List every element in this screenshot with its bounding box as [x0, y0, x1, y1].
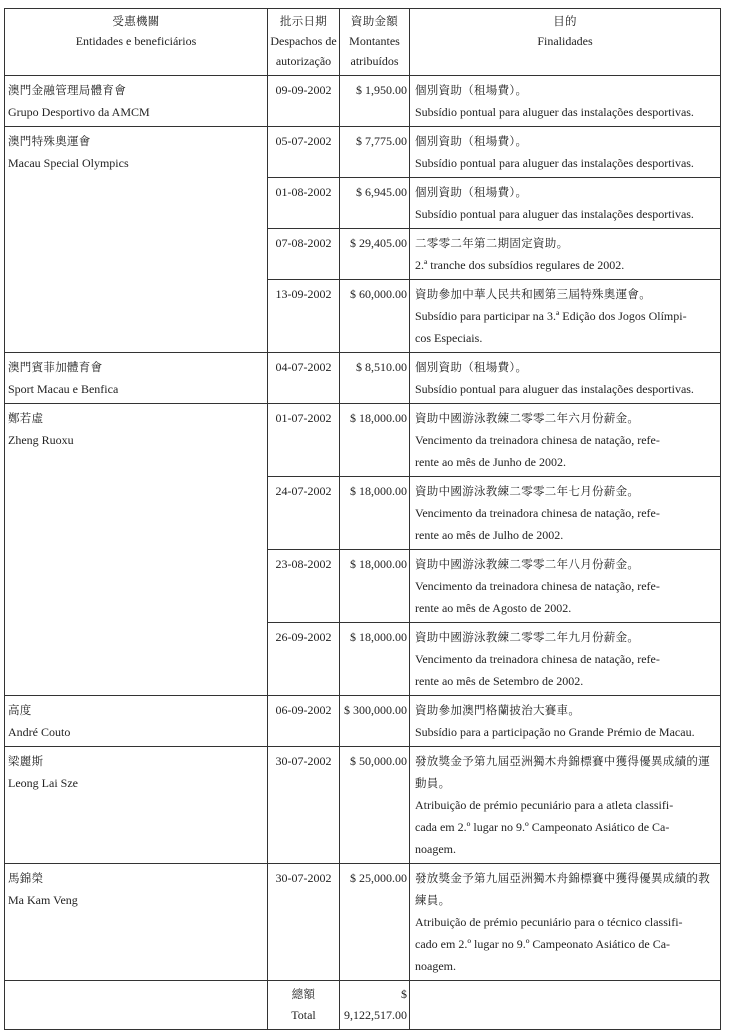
purpose-zh: 發放獎金予第九屆亞洲獨木舟錦標賽中獲得優異成績的教練員。 — [415, 871, 710, 907]
purpose-pt-line: Subsídio pontual para aluguer das instalações desportivas. — [415, 105, 694, 119]
entity-name-zh: 澳門特殊奧運會 — [8, 134, 91, 148]
table-row — [5, 864, 721, 981]
table-row — [5, 404, 721, 477]
total-empty-cell — [5, 981, 268, 1030]
amount-value: $ 18,000.00 — [340, 477, 410, 550]
purpose-pt-line: Vencimento da treinadora chinesa de natação, refe- — [415, 433, 660, 447]
entity-cell — [5, 404, 268, 477]
table-row — [5, 229, 721, 280]
purpose-pt-line: Subsídio pontual para aluguer das instalações desportivas. — [415, 382, 694, 396]
purpose-cell — [410, 229, 721, 280]
purpose-pt-line: Atribuição de prémio pecuniário para o técnico classifi- — [415, 915, 683, 929]
dispatch-date: 05-07-2002 — [268, 127, 340, 178]
amount-value: $ 18,000.00 — [340, 404, 410, 477]
entity-name-zh: 馬錦榮 — [8, 871, 44, 885]
table-row — [5, 353, 721, 404]
table-row — [5, 696, 721, 747]
table-row — [5, 550, 721, 623]
purpose-cell — [410, 696, 721, 747]
entity-cell — [5, 127, 268, 178]
purpose-zh: 資助中國游泳教練二零零二年六月份薪金。 — [415, 411, 640, 425]
amount-value: $ 1,950.00 — [340, 76, 410, 127]
entity-name-zh: 高度 — [8, 703, 32, 717]
entity-name-pt: Macau Special Olympics — [8, 156, 129, 170]
header-entity: 受惠機關 Entidades e beneficiários — [5, 9, 268, 76]
dispatch-date: 06-09-2002 — [268, 696, 340, 747]
entity-cell — [5, 623, 268, 696]
purpose-zh: 資助中國游泳教練二零零二年九月份薪金。 — [415, 630, 640, 644]
header-purpose: 目的 Finalidades — [410, 9, 721, 76]
entity-cell — [5, 864, 268, 981]
entity-name-zh: 梁麗斯 — [8, 754, 44, 768]
purpose-zh: 個別資助（租場費）。 — [415, 185, 528, 199]
entity-name-pt: André Couto — [8, 725, 71, 739]
purpose-pt-line: Subsídio para participar na 3.ª Edição dos Jogos Olímpi- — [415, 309, 687, 323]
entity-cell — [5, 477, 268, 550]
purpose-pt-line: rente ao mês de Agosto de 2002. — [415, 601, 572, 615]
entity-cell — [5, 229, 268, 280]
purpose-zh: 發放獎金予第九屆亞洲獨木舟錦標賽中獲得優異成績的運動員。 — [415, 754, 710, 790]
entity-name-pt: Ma Kam Veng — [8, 893, 78, 907]
entity-name-pt: Zheng Ruoxu — [8, 433, 74, 447]
entity-name-pt: Sport Macau e Benfica — [8, 382, 119, 396]
purpose-zh: 二零零二年第二期固定資助。 — [415, 236, 569, 250]
header-date: 批示日期 Despachos de autorização — [268, 9, 340, 76]
amount-value: $ 8,510.00 — [340, 353, 410, 404]
purpose-cell — [410, 76, 721, 127]
purpose-pt-line: Vencimento da treinadora chinesa de natação, refe- — [415, 506, 660, 520]
amount-value: $ 6,945.00 — [340, 178, 410, 229]
purpose-cell — [410, 404, 721, 477]
amount-value: $ 29,405.00 — [340, 229, 410, 280]
dispatch-date: 30-07-2002 — [268, 747, 340, 864]
table-row — [5, 623, 721, 696]
total-row — [5, 981, 721, 1030]
purpose-zh: 資助參加中華人民共和國第三屆特殊奧運會。 — [415, 287, 651, 301]
amount-value: $ 50,000.00 — [340, 747, 410, 864]
entity-name-zh: 澳門金融管理局體育會 — [8, 83, 126, 97]
dispatch-date: 01-07-2002 — [268, 404, 340, 477]
dispatch-date: 13-09-2002 — [268, 280, 340, 353]
entity-cell — [5, 76, 268, 127]
purpose-cell — [410, 550, 721, 623]
purpose-pt-line: rente ao mês de Setembro de 2002. — [415, 674, 584, 688]
purpose-cell — [410, 178, 721, 229]
amount-value: $ 7,775.00 — [340, 127, 410, 178]
purpose-pt-line: rente ao mês de Julho de 2002. — [415, 528, 564, 542]
entity-cell — [5, 550, 268, 623]
subsidy-table — [4, 8, 721, 1030]
entity-name-pt: Grupo Desportivo da AMCM — [8, 105, 150, 119]
entity-cell — [5, 178, 268, 229]
entity-name-zh: 鄭若虛 — [8, 411, 44, 425]
dispatch-date: 07-08-2002 — [268, 229, 340, 280]
entity-cell — [5, 696, 268, 747]
purpose-pt-line: Atribuição de prémio pecuniário para a atleta classifi- — [415, 798, 674, 812]
purpose-cell — [410, 280, 721, 353]
table-row — [5, 127, 721, 178]
dispatch-date: 23-08-2002 — [268, 550, 340, 623]
amount-value: $ 60,000.00 — [340, 280, 410, 353]
table-row — [5, 76, 721, 127]
purpose-pt-line: cado em 2.º lugar no 9.º Campeonato Asiático de Ca- — [415, 937, 671, 951]
purpose-zh: 資助中國游泳教練二零零二年八月份薪金。 — [415, 557, 640, 571]
purpose-pt-line: Subsídio pontual para aluguer das instalações desportivas. — [415, 207, 694, 221]
subsidy-document — [4, 8, 720, 1030]
amount-value: $ 300,000.00 — [340, 696, 410, 747]
total-amount: $ 9,122,517.00 — [340, 981, 410, 1030]
purpose-pt-line: noagem. — [415, 842, 456, 856]
dispatch-date: 26-09-2002 — [268, 623, 340, 696]
dispatch-date: 30-07-2002 — [268, 864, 340, 981]
entity-name-zh: 澳門賓菲加體育會 — [8, 360, 103, 374]
dispatch-date: 24-07-2002 — [268, 477, 340, 550]
purpose-pt-line: Subsídio para a participação no Grande Prémio de Macau. — [415, 725, 695, 739]
dispatch-date: 04-07-2002 — [268, 353, 340, 404]
amount-value: $ 25,000.00 — [340, 864, 410, 981]
purpose-pt-line: cada em 2.º lugar no 9.º Campeonato Asiático de Ca- — [415, 820, 670, 834]
entity-name-pt: Leong Lai Sze — [8, 776, 78, 790]
table-body — [5, 76, 721, 981]
header-row — [5, 9, 721, 76]
dispatch-date: 01-08-2002 — [268, 178, 340, 229]
purpose-pt-line: Vencimento da treinadora chinesa de natação, refe- — [415, 652, 660, 666]
total-label: 總額 Total — [268, 981, 340, 1030]
purpose-zh: 資助中國游泳教練二零零二年七月份薪金。 — [415, 484, 640, 498]
purpose-zh: 個別資助（租場費）。 — [415, 134, 528, 148]
purpose-pt-line: rente ao mês de Junho de 2002. — [415, 455, 566, 469]
purpose-cell — [410, 864, 721, 981]
purpose-pt-line: Vencimento da treinadora chinesa de natação, refe- — [415, 579, 660, 593]
table-row — [5, 747, 721, 864]
amount-value: $ 18,000.00 — [340, 623, 410, 696]
purpose-zh: 個別資助（租場費）。 — [415, 83, 528, 97]
purpose-cell — [410, 747, 721, 864]
entity-cell — [5, 747, 268, 864]
purpose-cell — [410, 623, 721, 696]
purpose-pt-line: cos Especiais. — [415, 331, 483, 345]
dispatch-date: 09-09-2002 — [268, 76, 340, 127]
entity-cell — [5, 280, 268, 353]
purpose-pt-line: 2.ª tranche dos subsídios regulares de 2002. — [415, 258, 625, 272]
table-row — [5, 280, 721, 353]
amount-value: $ 18,000.00 — [340, 550, 410, 623]
header-amount: 資助金額 Montantes atribuídos — [340, 9, 410, 76]
purpose-cell — [410, 353, 721, 404]
purpose-pt-line: Subsídio pontual para aluguer das instalações desportivas. — [415, 156, 694, 170]
entity-cell — [5, 353, 268, 404]
purpose-zh: 個別資助（租場費）。 — [415, 360, 528, 374]
table-row — [5, 178, 721, 229]
purpose-pt-line: noagem. — [415, 959, 456, 973]
total-empty-purpose — [410, 981, 721, 1030]
table-row — [5, 477, 721, 550]
purpose-zh: 資助參加澳門格蘭披治大賽車。 — [415, 703, 581, 717]
purpose-cell — [410, 127, 721, 178]
purpose-cell — [410, 477, 721, 550]
